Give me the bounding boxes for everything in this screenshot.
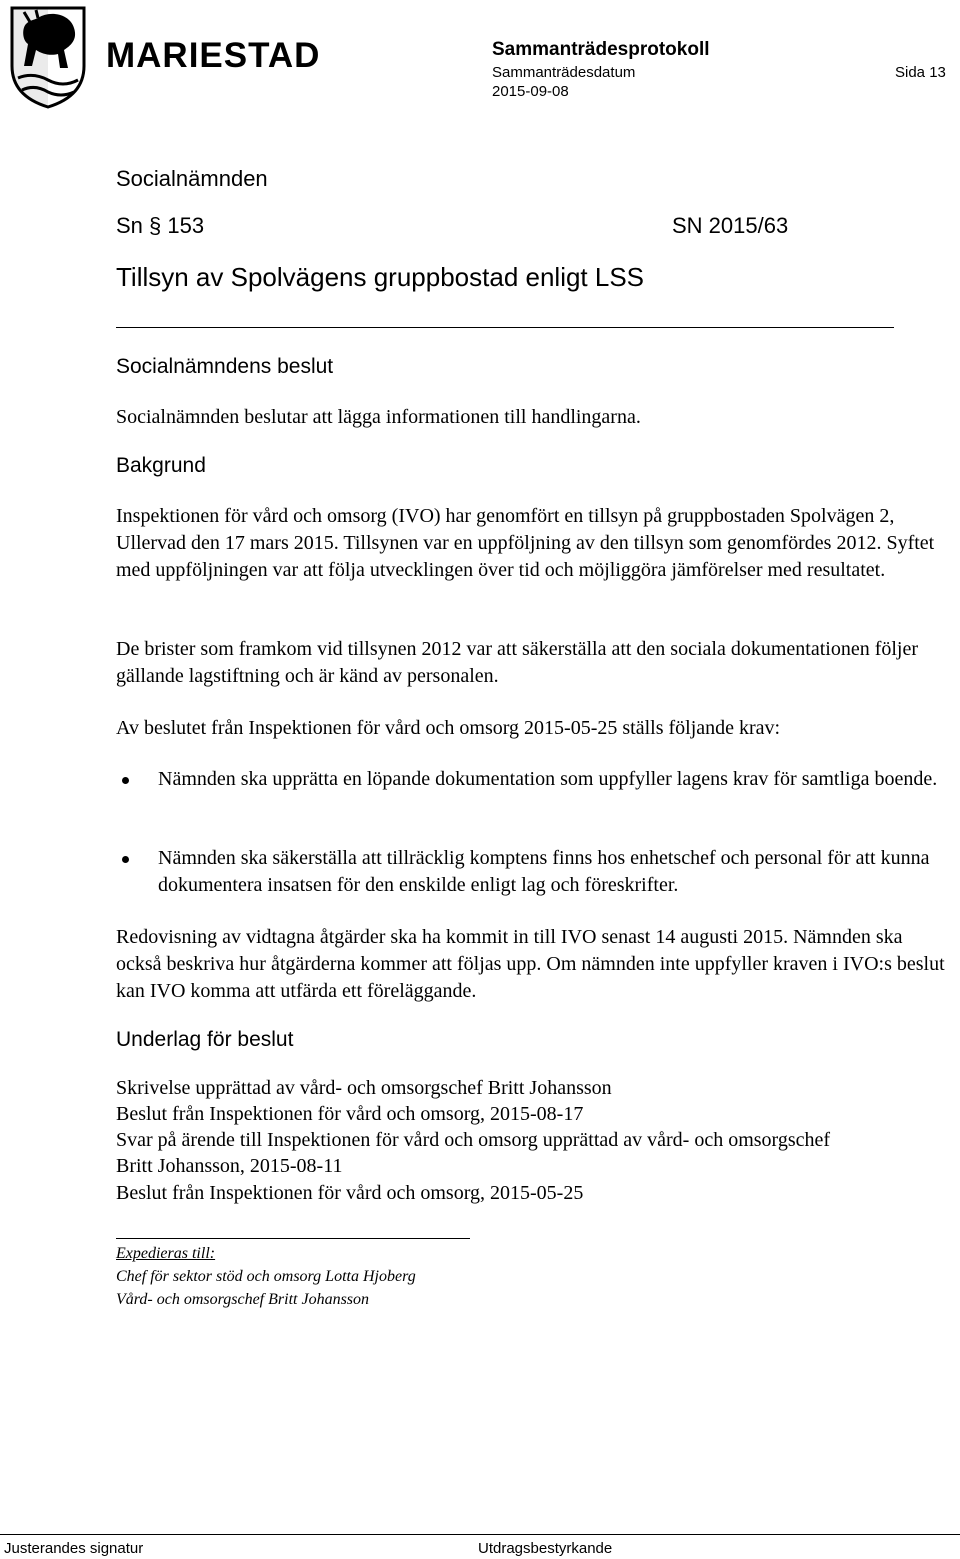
title-divider bbox=[116, 327, 894, 328]
dispatch-divider bbox=[116, 1238, 470, 1239]
case-number: SN 2015/63 bbox=[672, 213, 789, 238]
background-closing: Redovisning av vidtagna åtgärder ska ha kommit in till IVO senast 14 augusti 2015. Nämnden ska också beskriva hur åtgärderna kommer att följas upp. Om nämnden inte uppfyller kraven i IVO:s beslut kan IVO komma att utfärda ett föreläggande. bbox=[116, 926, 945, 1002]
basis-item: Beslut från Inspektionen för vård och omsorg, 2015-08-17 bbox=[116, 1103, 584, 1125]
mariestad-coat-of-arms bbox=[8, 4, 88, 110]
committee-name: Socialnämnden bbox=[116, 166, 268, 191]
requirement-text: Nämnden ska upprätta en löpande dokumentation som uppfyller lagens krav för samtliga boende. bbox=[158, 768, 938, 790]
basis-item: Skrivelse upprättad av vård- och omsorgschef Britt Johansson bbox=[116, 1077, 612, 1099]
basis-heading: Underlag för beslut bbox=[116, 1028, 294, 1051]
decision-heading: Socialnämndens beslut bbox=[116, 355, 334, 378]
section-prefix: Sn bbox=[116, 213, 143, 238]
requirement-text: Nämnden ska säkerställa att tillräcklig komptens finns hos enhetschef och personal för att kunna dokumentera insatsen för den enskilde enligt lag och föreskrifter. bbox=[158, 847, 930, 896]
background-paragraph-1: Inspektionen för vård och omsorg (IVO) har genomfört en tillsyn på gruppbostaden Spolvägen 2, Ullervad den 17 mars 2015. Tillsynen var en uppföljning av den tillsyn som genomfördes 2012. Syftet med uppföljningen var att följa utvecklingen över tid och möjliggöra jämförelser med resultatet. bbox=[116, 505, 935, 581]
footer-divider bbox=[0, 1534, 960, 1535]
footer-signature-label: Justerandes signatur bbox=[4, 1540, 144, 1557]
footer-certification-label: Utdragsbestyrkande bbox=[478, 1540, 613, 1557]
meeting-date-value: 2015-09-08 bbox=[492, 83, 569, 100]
dispatch-recipient: Vård- och omsorgschef Britt Johansson bbox=[116, 1291, 370, 1308]
dispatch-recipient: Chef för sektor stöd och omsorg Lotta Hjoberg bbox=[116, 1268, 416, 1285]
document-type: Sammanträdesprotokoll bbox=[492, 39, 710, 60]
logo-wordmark: MARIESTAD bbox=[106, 36, 321, 75]
bullet-icon bbox=[122, 777, 129, 784]
page-number: Sida 13 bbox=[895, 64, 946, 81]
meeting-date-label: Sammanträdesdatum bbox=[492, 64, 636, 81]
basis-item: Svar på ärende till Inspektionen för vård och omsorg upprättad av vård- och omsorgschef bbox=[116, 1129, 831, 1151]
basis-item: Britt Johansson, 2015-08-11 bbox=[116, 1155, 343, 1177]
page-title: Tillsyn av Spolvägens gruppbostad enligt LSS bbox=[116, 262, 645, 292]
paragraph-symbol: § bbox=[149, 213, 162, 238]
background-paragraph-2: De brister som framkom vid tillsynen 2012 var att säkerställa att den sociala dokumentationen följer gällande lagstiftning och är känd av personalen. bbox=[116, 638, 919, 687]
decision-text: Socialnämnden beslutar att lägga informationen till handlingarna. bbox=[116, 406, 641, 428]
background-paragraph-3: Av beslutet från Inspektionen för vård och omsorg 2015-05-25 ställs följande krav: bbox=[116, 717, 781, 739]
background-heading: Bakgrund bbox=[116, 454, 206, 477]
basis-item: Beslut från Inspektionen för vård och omsorg, 2015-05-25 bbox=[116, 1182, 584, 1204]
dispatch-label: Expedieras till: bbox=[116, 1245, 216, 1262]
section-id bbox=[116, 213, 204, 239]
section-number: 153 bbox=[167, 213, 205, 238]
bullet-icon bbox=[122, 856, 129, 863]
